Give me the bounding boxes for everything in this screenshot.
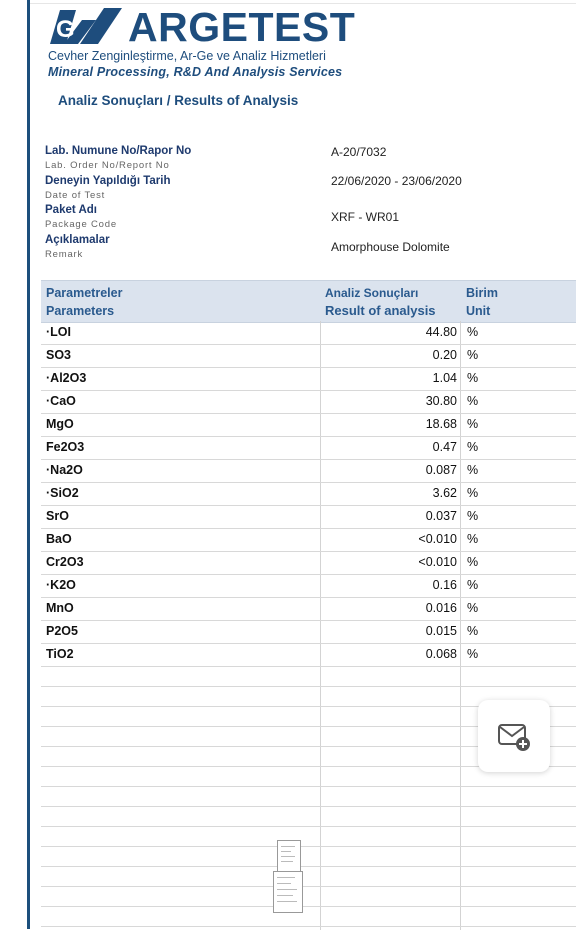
info-value-report-no: A-20/7032 xyxy=(331,145,387,159)
info-label-package: Paket Adı xyxy=(45,204,97,216)
table-row xyxy=(41,367,576,391)
brand-tagline-tr: Cevher Zenginleştirme, Ar-Ge ve Analiz Hizmetleri xyxy=(48,49,326,63)
empty-table-row xyxy=(41,666,576,687)
cell-unit: % xyxy=(467,417,479,431)
cell-parameter: BaO xyxy=(46,532,72,546)
table-row xyxy=(41,574,576,598)
table-row xyxy=(41,597,576,621)
table-row xyxy=(41,459,576,483)
info-sub-report-no: Lab. Order No/Report No xyxy=(45,160,170,171)
cell-parameter: MnO xyxy=(46,601,74,615)
left-border-rule xyxy=(27,0,30,929)
cell-result: 0.16 xyxy=(432,578,457,592)
cell-unit: % xyxy=(467,624,479,638)
cell-unit: % xyxy=(467,509,479,523)
table-header xyxy=(41,280,576,323)
table-row xyxy=(41,528,576,552)
cell-parameter: ·K2O xyxy=(46,578,76,592)
cell-unit: % xyxy=(467,601,479,615)
info-label-test-date: Deneyin Yapıldığı Tarih xyxy=(45,175,171,187)
table-row xyxy=(41,482,576,506)
info-label-remark: Açıklamalar xyxy=(45,234,110,246)
cell-result: 1.04 xyxy=(432,371,457,385)
header-unit: Birim Unit xyxy=(466,286,498,318)
cell-result: <0.010 xyxy=(418,532,457,546)
brand-tagline-en: Mineral Processing, R&D And Analysis Services xyxy=(48,65,343,79)
cell-unit: % xyxy=(467,325,479,339)
cell-unit: % xyxy=(467,463,479,477)
cell-parameter: ·Al2O3 xyxy=(46,371,87,385)
cell-parameter: ·LOI xyxy=(46,325,71,339)
empty-table-row xyxy=(41,846,576,867)
header-parameters: Parametreler Parameters xyxy=(46,286,123,318)
brand-name: ARGETEST xyxy=(128,4,356,50)
cell-result: 0.016 xyxy=(425,601,457,615)
cell-parameter: ·Na2O xyxy=(46,463,83,477)
table-row xyxy=(41,505,576,529)
cell-parameter: Cr2O3 xyxy=(46,555,84,569)
cell-unit: % xyxy=(467,486,479,500)
table-row xyxy=(41,436,576,460)
table-row xyxy=(41,321,576,345)
info-value-package: XRF - WR01 xyxy=(331,210,400,224)
cell-parameter: SO3 xyxy=(46,348,72,362)
table-row xyxy=(41,413,576,437)
empty-table-row xyxy=(41,886,576,907)
table-row xyxy=(41,643,576,667)
cell-result: 0.087 xyxy=(425,463,457,477)
document-title: Analiz Sonuçları / Results of Analysis xyxy=(58,93,299,108)
argetest-logo-icon xyxy=(46,4,130,46)
cell-unit: % xyxy=(467,348,479,362)
cell-unit: % xyxy=(467,555,479,569)
empty-table-row xyxy=(41,786,576,807)
table-row xyxy=(41,620,576,644)
cell-parameter: Fe2O3 xyxy=(46,440,85,454)
cell-parameter: ·CaO xyxy=(46,394,76,408)
cell-unit: % xyxy=(467,532,479,546)
info-value-test-date: 22/06/2020 - 23/06/2020 xyxy=(331,174,462,188)
cell-unit: % xyxy=(467,440,479,454)
cell-result: 0.037 xyxy=(425,509,457,523)
cell-parameter: ·SiO2 xyxy=(46,486,79,500)
mail-add-button[interactable] xyxy=(478,700,550,772)
cell-result: 0.068 xyxy=(425,647,457,661)
cell-parameter: TiO2 xyxy=(46,647,74,661)
table-row xyxy=(41,390,576,414)
cell-unit: % xyxy=(467,394,479,408)
cell-unit: % xyxy=(467,371,479,385)
empty-table-row xyxy=(41,866,576,887)
cell-result: <0.010 xyxy=(418,555,457,569)
info-sub-package: Package Code xyxy=(45,219,117,230)
table-row xyxy=(41,551,576,575)
cell-result: 18.68 xyxy=(425,417,457,431)
cell-result: 0.47 xyxy=(432,440,457,454)
svg-text:G: G xyxy=(56,16,75,43)
cell-result: 0.20 xyxy=(432,348,457,362)
cell-result: 3.62 xyxy=(432,486,457,500)
cell-parameter: P2O5 xyxy=(46,624,78,638)
page-thumbnail[interactable] xyxy=(277,840,301,872)
empty-table-row xyxy=(41,826,576,847)
header-result: Analiz Sonuçları Result of analysis xyxy=(325,286,436,318)
empty-table-row xyxy=(41,806,576,827)
cell-result: 44.80 xyxy=(425,325,457,339)
cell-result: 30.80 xyxy=(425,394,457,408)
info-value-remark: Amorphouse Dolomite xyxy=(331,240,450,254)
page-thumbnail[interactable] xyxy=(273,871,303,913)
mail-add-icon xyxy=(496,718,532,754)
table-row xyxy=(41,344,576,368)
cell-unit: % xyxy=(467,578,479,592)
cell-parameter: MgO xyxy=(46,417,74,431)
info-sub-test-date: Date of Test xyxy=(45,190,106,201)
cell-result: 0.015 xyxy=(425,624,457,638)
info-label-report-no: Lab. Numune No/Rapor No xyxy=(45,145,192,157)
empty-table-row xyxy=(41,906,576,927)
cell-unit: % xyxy=(467,647,479,661)
cell-parameter: SrO xyxy=(46,509,69,523)
info-sub-remark: Remark xyxy=(45,249,84,260)
